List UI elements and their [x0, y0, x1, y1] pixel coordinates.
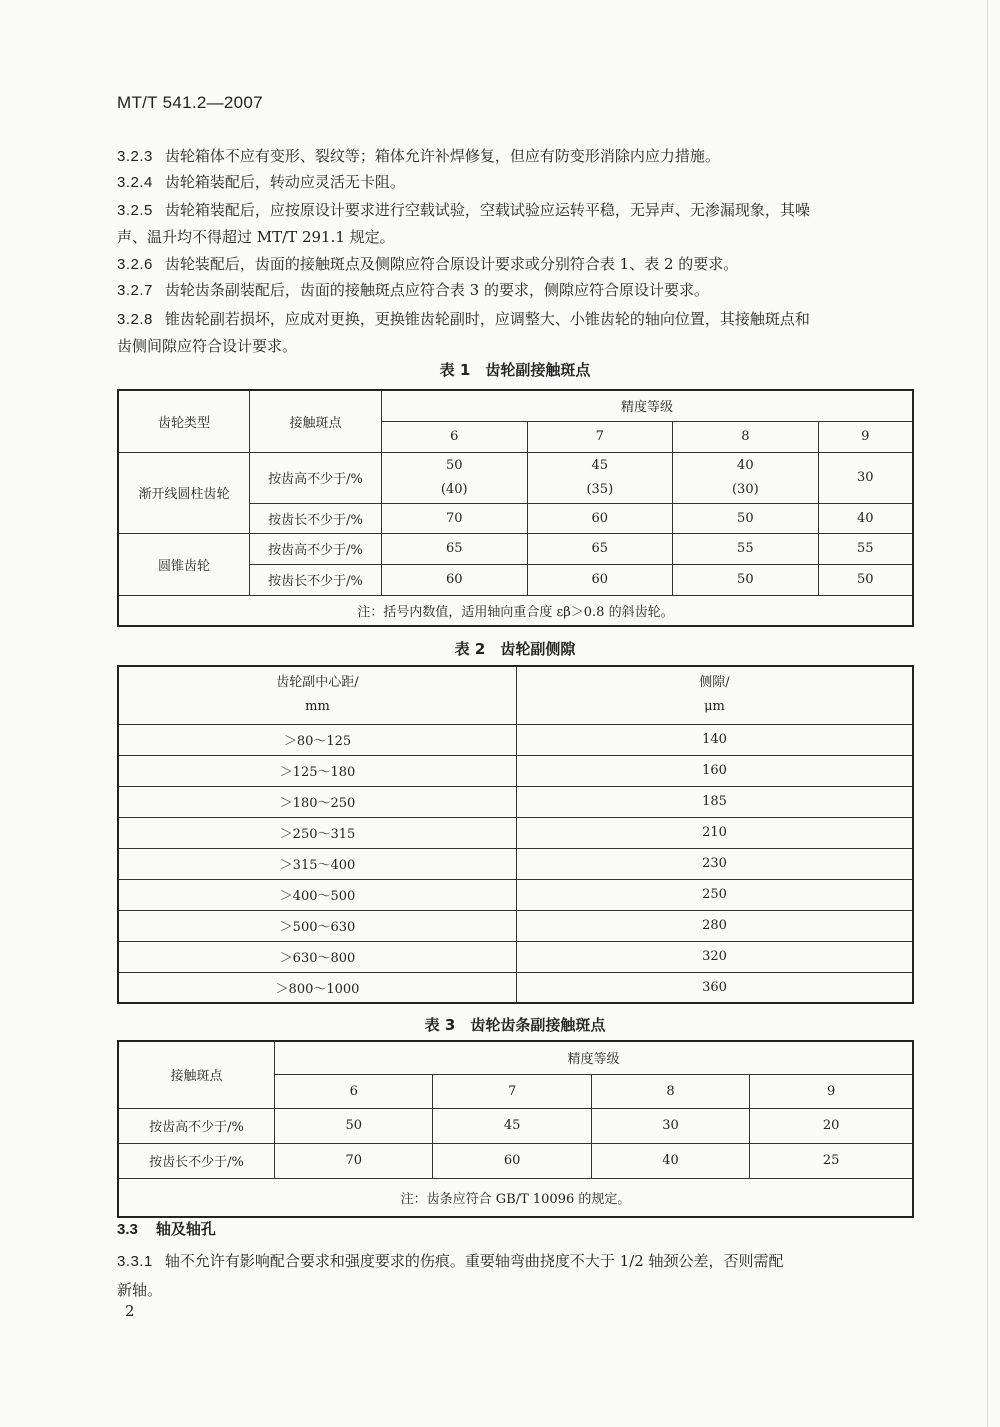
table1-cell: 50	[673, 503, 819, 533]
table1-header-grade: 精度等级	[382, 390, 914, 421]
clause-text: 齿轮齿条副装配后，齿面的接触斑点应符合表 3 的要求，侧隙应符合原设计要求。	[164, 281, 709, 299]
table1-header-type: 齿轮类型	[118, 390, 250, 452]
paragraph-3-3-1	[117, 1247, 917, 1304]
table3-cell: 40	[591, 1143, 749, 1178]
table1-row-label: 按齿长不少于/%	[250, 564, 382, 595]
table2-range: ＞800～1000	[118, 972, 517, 1003]
clause-number: 3.2.7	[117, 282, 153, 299]
table2-value: 140	[517, 724, 914, 755]
table1-cell	[382, 452, 528, 503]
table3-note: 注：齿条应符合 GB/T 10096 的规定。	[118, 1178, 913, 1217]
clause-text: 齿轮装配后，齿面的接触斑点及侧隙应符合原设计要求或分别符合表 1、表 2 的要求。	[164, 255, 739, 273]
paragraph-3-2-5	[117, 197, 917, 251]
clause-text-continued: 声、温升均不得超过 MT/T 291.1 规定。	[117, 228, 395, 246]
table2-value: 210	[517, 817, 914, 848]
header-text: 齿轮副中心距/	[276, 675, 359, 691]
table1-cell	[673, 452, 819, 503]
clause-text-continued: 齿侧间隙应符合设计要求。	[117, 337, 298, 355]
table1-caption: 表 1 齿轮副接触斑点	[439, 361, 591, 379]
table2-range: ＞125～180	[118, 755, 517, 786]
clause-text: 齿轮箱装配后，转动应灵活无卡阻。	[164, 173, 405, 191]
table2-header-backlash	[517, 666, 914, 724]
table1	[117, 389, 914, 627]
table1-cell: 50	[818, 564, 913, 595]
table2-value: 280	[517, 910, 914, 941]
table1-header-contact: 接触斑点	[250, 390, 382, 452]
table2-range: ＞630～800	[118, 941, 517, 972]
table3-row-label: 按齿高不少于/%	[118, 1108, 275, 1143]
cell-value-paren: (30)	[731, 481, 759, 497]
page-edge	[987, 0, 988, 1427]
table3	[117, 1040, 914, 1218]
table2-value: 320	[517, 941, 914, 972]
page-number: 2	[125, 1302, 135, 1320]
table3-cell: 60	[433, 1143, 591, 1178]
clause-number: 3.3.1	[117, 1253, 153, 1270]
header-unit: μm	[704, 699, 725, 715]
table3-cell: 25	[750, 1143, 913, 1178]
table3-cell: 20	[750, 1108, 913, 1143]
section-number: 3.3	[117, 1221, 138, 1238]
table1-grade: 6	[382, 421, 528, 452]
table1-grade: 7	[527, 421, 673, 452]
cell-value: 40	[737, 457, 754, 473]
table3-cell: 30	[591, 1108, 749, 1143]
header-text: 侧隙/	[699, 675, 730, 691]
table3-grade: 7	[433, 1074, 591, 1108]
table1-row-label: 按齿高不少于/%	[250, 452, 382, 503]
clause-number: 3.2.8	[117, 311, 153, 328]
table2-value: 185	[517, 786, 914, 817]
cell-value-paren: (40)	[440, 481, 468, 497]
table2-value: 230	[517, 848, 914, 879]
table3-grade: 9	[750, 1074, 913, 1108]
clause-number: 3.2.4	[117, 174, 153, 191]
clause-number: 3.2.6	[117, 256, 153, 273]
table3-caption: 表 3 齿轮齿条副接触斑点	[424, 1016, 606, 1034]
table1-cell: 55	[818, 533, 913, 564]
section-title: 轴及轴孔	[155, 1220, 216, 1238]
table1-gear-type: 渐开线圆柱齿轮	[118, 452, 250, 533]
table1-cell: 65	[382, 533, 528, 564]
header-unit: mm	[305, 699, 330, 715]
cell-value: 45	[591, 457, 609, 473]
table2-range: ＞315～400	[118, 848, 517, 879]
clause-text-continued: 新轴。	[117, 1281, 163, 1299]
table2-range: ＞250～315	[118, 817, 517, 848]
table1-cell: 70	[382, 503, 528, 533]
table1-grade: 8	[673, 421, 819, 452]
table1-cell: 60	[382, 564, 528, 595]
table2-range: ＞180～250	[118, 786, 517, 817]
table2-caption: 表 2 齿轮副侧隙	[454, 640, 576, 658]
table1-gear-type: 圆锥齿轮	[118, 533, 250, 595]
table2-header-center-distance	[118, 666, 517, 724]
table2-range: ＞400～500	[118, 879, 517, 910]
clause-number: 3.2.5	[117, 202, 153, 219]
table1-grade: 9	[818, 421, 913, 452]
table3-cell: 45	[433, 1108, 591, 1143]
paragraph-3-2-6	[117, 253, 917, 276]
table3-grade: 6	[275, 1074, 433, 1108]
clause-text: 齿轮箱装配后，应按原设计要求进行空载试验，空载试验应运转平稳，无异声、无渗漏现象，其噪	[164, 201, 810, 219]
table1-cell	[527, 452, 673, 503]
table1-row-label: 按齿长不少于/%	[250, 503, 382, 533]
table1-row-label: 按齿高不少于/%	[250, 533, 382, 564]
clause-number: 3.2.3	[117, 148, 153, 165]
table1-cell: 40	[818, 503, 913, 533]
table2-value: 360	[517, 972, 914, 1003]
table3-cell: 50	[275, 1108, 433, 1143]
table1-note: 注：括号内数值，适用轴向重合度 εβ＞0.8 的斜齿轮。	[118, 595, 913, 626]
cell-value-paren: (35)	[586, 481, 614, 497]
table1-cell: 60	[527, 564, 673, 595]
clause-text: 轴不允许有影响配合要求和强度要求的伤痕。重要轴弯曲挠度不大于 1/2 轴颈公差，否则需配	[164, 1252, 784, 1270]
table3-cell: 70	[275, 1143, 433, 1178]
cell-value: 50	[445, 457, 463, 473]
table1-cell: 60	[527, 503, 673, 533]
table2-range: ＞80～125	[118, 724, 517, 755]
section-heading	[117, 1218, 216, 1239]
table2-value: 160	[517, 755, 914, 786]
table2-value: 250	[517, 879, 914, 910]
table3-header-grade: 精度等级	[275, 1041, 914, 1074]
table1-cell: 50	[673, 564, 819, 595]
table2	[117, 665, 914, 1004]
paragraph-3-2-7	[117, 279, 917, 302]
table3-grade: 8	[591, 1074, 749, 1108]
paragraph-3-2-3	[117, 145, 917, 168]
document-code: MT/T 541.2—2007	[117, 93, 263, 112]
table3-row-label: 按齿长不少于/%	[118, 1143, 275, 1178]
paragraph-3-2-8	[117, 306, 917, 359]
table2-range: ＞500～630	[118, 910, 517, 941]
paragraph-3-2-4	[117, 171, 917, 194]
table3-header-contact: 接触斑点	[118, 1041, 275, 1108]
table1-cell: 65	[527, 533, 673, 564]
table1-cell: 55	[673, 533, 819, 564]
clause-text: 锥齿轮副若损坏，应成对更换，更换锥齿轮副时，应调整大、小锥齿轮的轴向位置，其接触斑点和	[164, 310, 810, 328]
clause-text: 齿轮箱体不应有变形、裂纹等；箱体允许补焊修复，但应有防变形消除内应力措施。	[164, 147, 720, 165]
table1-cell: 30	[818, 452, 913, 503]
